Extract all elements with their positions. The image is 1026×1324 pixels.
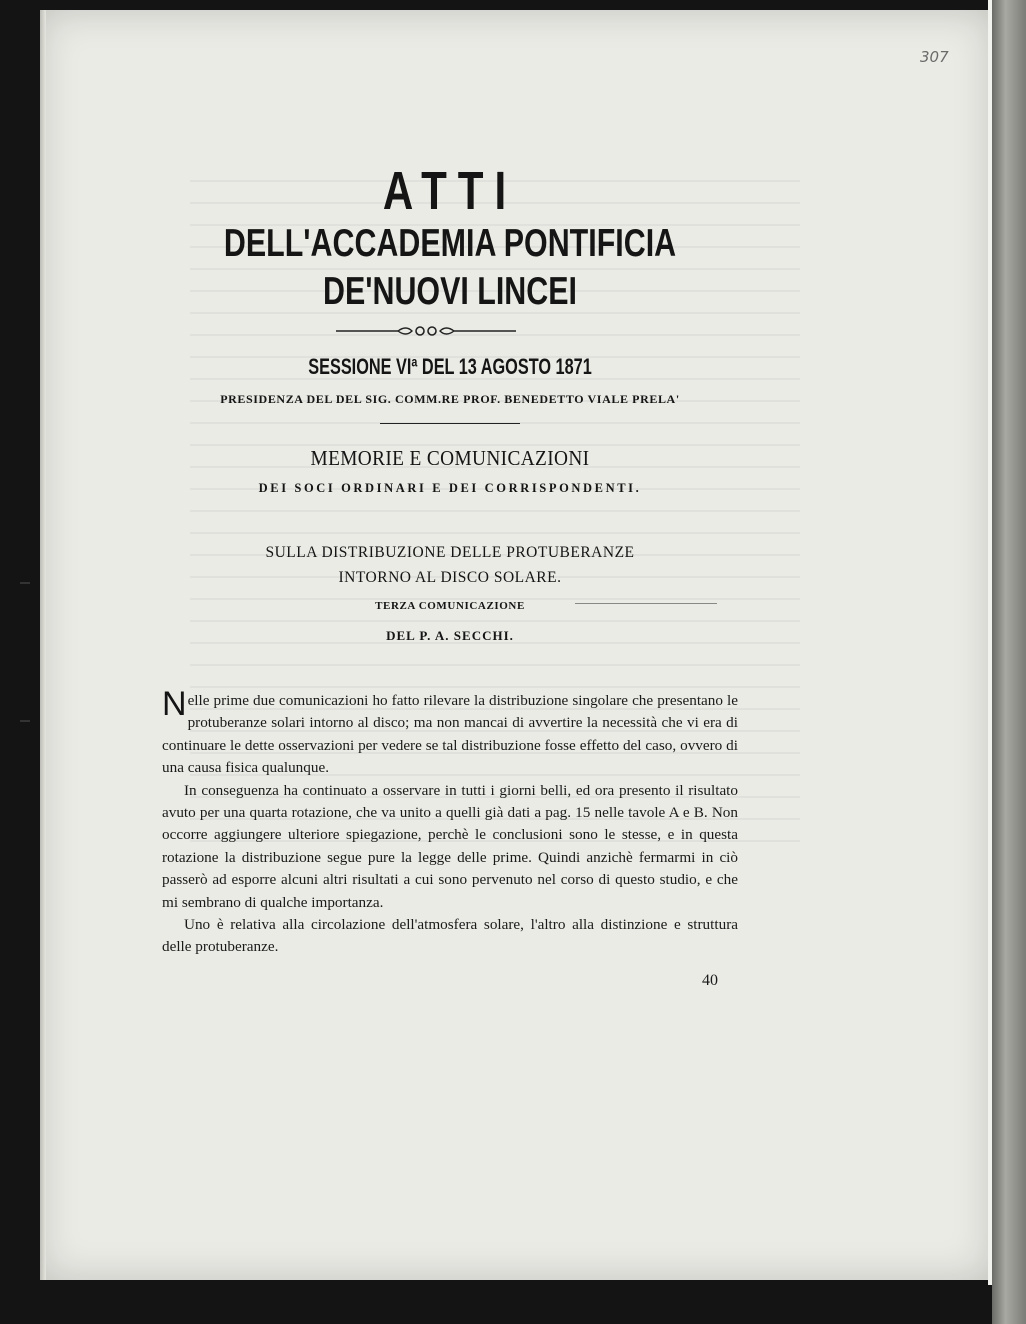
journal-name: ATTI (382, 161, 518, 221)
folio-mark: 307 (920, 48, 949, 66)
drop-cap: N (162, 685, 187, 723)
article-part: TERZA COMUNICAZIONE (375, 600, 525, 612)
section-subtitle: DEI SOCI ORDINARI E DEI CORRISPONDENTI. (258, 481, 642, 495)
body-paragraph-1 (162, 685, 738, 780)
academy-title-line2: DE'NUOVI LINCEI (322, 270, 577, 313)
article-title-line1: SULLA DISTRIBUZIONE DELLE PROTUBERANZE (265, 544, 635, 561)
body-paragraph-1-text: elle prime due comunicazioni ho fatto rilevare la distribuzione singolare che presentano le protuberanze solari intorno al disco; ma non mancai di avvertire la necessità che vi era di continuare le dette osservazioni per vedere se tal distribuzione fosse effetto del caso, ovvero di una causa fisica qualunque. (162, 692, 738, 777)
body-paragraph-3: Uno è relativa alla circolazione dell'atmosfera solare, l'altro alla distinzione e struttura delle protuberanze. (162, 916, 738, 956)
article-title-line2: INTORNO AL DISCO SOLARE. (338, 569, 562, 586)
margin-mark (20, 720, 30, 722)
session-line: SESSIONE VIª DEL 13 AGOSTO 1871 (308, 354, 592, 379)
article-body (162, 685, 738, 959)
margin-mark (20, 582, 30, 584)
body-paragraph-2: In conseguenza ha continuato a osservare in tutti i giorni belli, ed ora presento il risultato avuto per una quarta rotazione, che va unito a quelli già dati a pag. 15 nelle tavole A e B. Non occorre aggiungere ulteriore spiegazione, perchè le conclusioni sono le stesse, e in questa rotazione la distribuzione segue pure la legge delle prime. Quindi anzichè fermarmi in ciò passerò ad esporre alcuni altri risultati a cui sono pervenuto nel corso di questo studio, e che mi sembrano di qualche importanza. (162, 781, 738, 911)
presidency-line: PRESIDENZA DEL DEL SIG. COMM.RE PROF. BENEDETTO VIALE PRELA' (220, 392, 680, 406)
page-number: 40 (702, 972, 718, 989)
faint-rule (575, 603, 717, 604)
ornament-divider (336, 323, 516, 339)
article-author: DEL P. A. SECCHI. (386, 628, 514, 643)
separator-rule (380, 423, 520, 424)
section-title: MEMORIE E COMUNICAZIONI (310, 446, 590, 470)
scanner-border (992, 0, 1026, 1324)
academy-title-line1: DELL'ACCADEMIA PONTIFICIA (223, 222, 677, 265)
